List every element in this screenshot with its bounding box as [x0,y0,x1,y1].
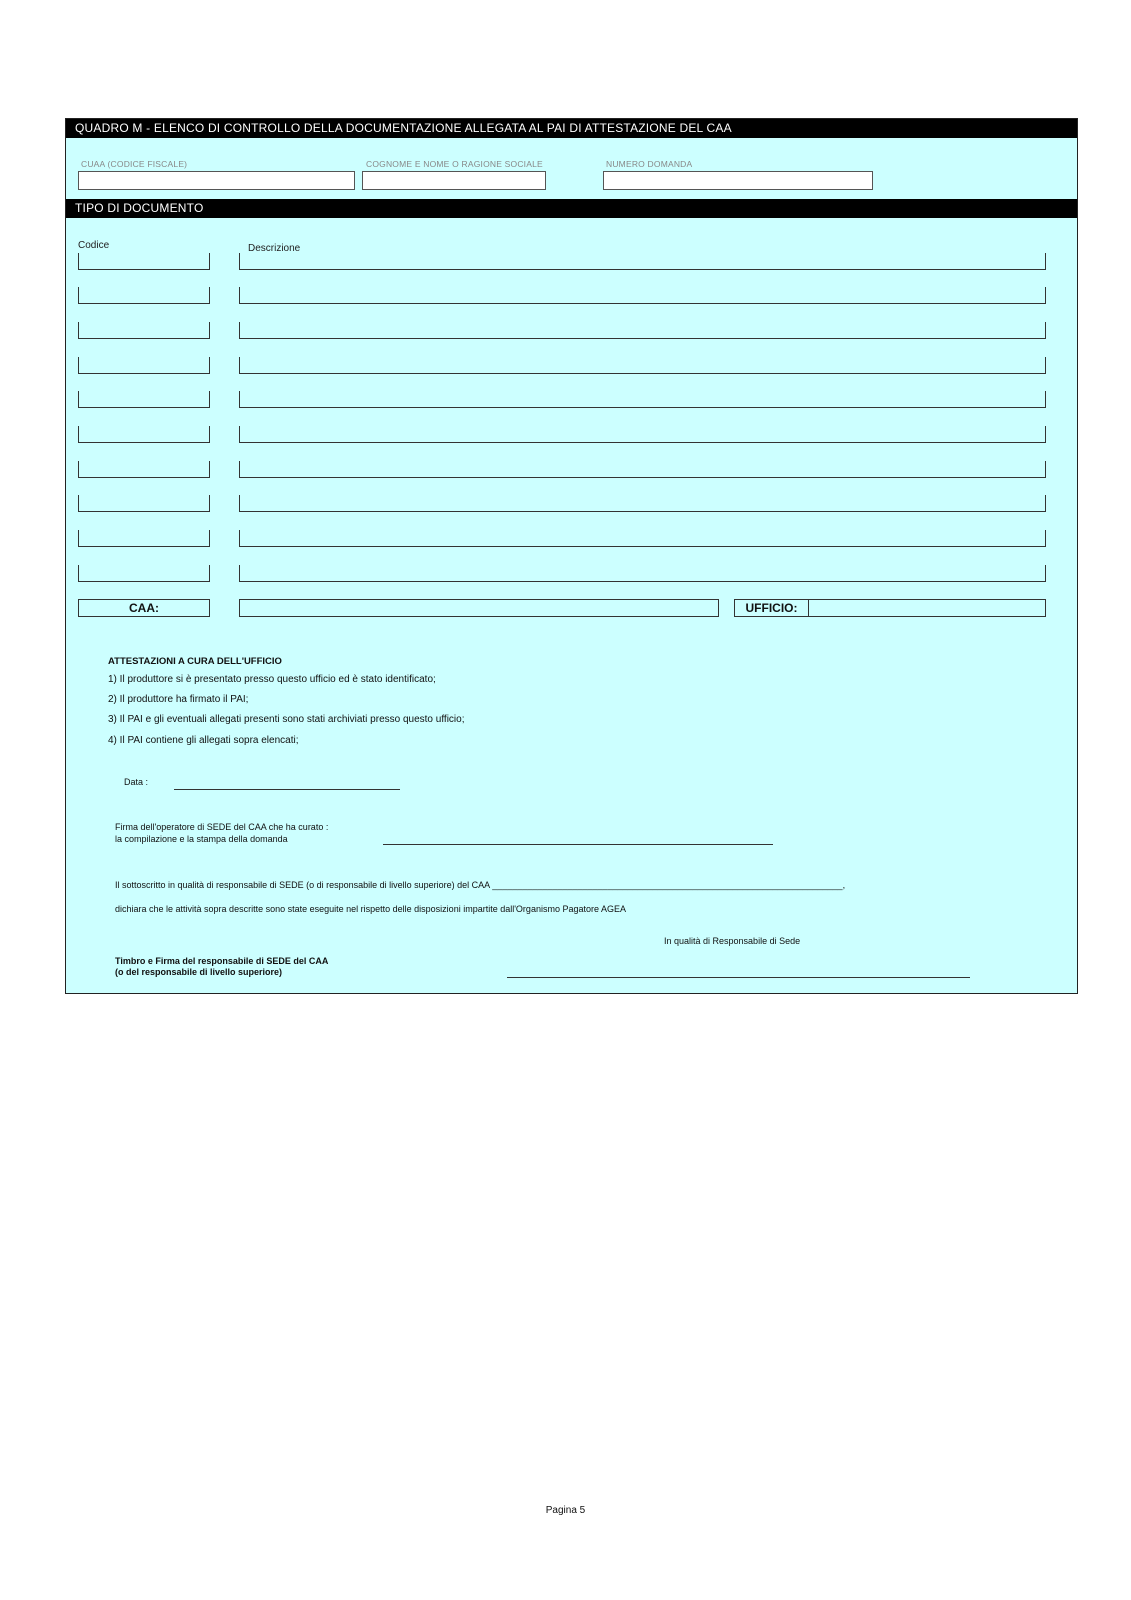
caa-label: CAA: [78,599,210,617]
tipo-documento-bar [66,199,1077,218]
firma-operatore-line2: la compilazione e la stampa della domanda [115,834,288,844]
qualita-text: In qualità di Responsabile di Sede [664,936,801,946]
codice-field-4[interactable] [78,357,210,374]
data-label: Data : [124,777,149,787]
codice-field-5[interactable] [78,391,210,408]
descrizione-field-8[interactable] [239,495,1046,512]
codice-field-3[interactable] [78,322,210,339]
codice-field-2[interactable] [78,287,210,304]
descrizione-field-7[interactable] [239,461,1046,478]
attestazione-item-2: 2) Il produttore ha firmato il PAI; [108,694,249,705]
timbro-line1: Timbro e Firma del responsabile di SEDE del CAA [115,956,329,966]
codice-field-8[interactable] [78,495,210,512]
attestazione-item-1: 1) Il produttore si è presentato presso questo ufficio ed è stato identificato; [108,674,436,685]
cuaa-label: CUAA (CODICE FISCALE) [81,159,188,169]
attestazione-item-3: 3) Il PAI e gli eventuali allegati presenti sono stati archiviati presso questo ufficio; [108,714,465,725]
firma-operatore-line1: Firma dell'operatore di SEDE del CAA che ha curato : [115,822,329,832]
numero-domanda-input[interactable] [603,171,873,190]
descrizione-field-9[interactable] [239,530,1046,547]
cognome-input[interactable] [362,171,546,190]
timbro-firma-line[interactable] [507,977,970,978]
section-title-bar [66,119,1077,138]
cuaa-input[interactable] [78,171,355,190]
descrizione-field-2[interactable] [239,287,1046,304]
numero-domanda-label: NUMERO DOMANDA [606,159,693,169]
descrizione-field-5[interactable] [239,391,1046,408]
attestazioni-title: ATTESTAZIONI A CURA DELL'UFFICIO [108,656,282,667]
ufficio-label: UFFICIO: [734,599,809,617]
descrizione-label: Descrizione [248,243,301,254]
firma-operatore-line[interactable] [383,844,773,845]
descrizione-field-6[interactable] [239,426,1046,443]
data-line[interactable] [174,789,400,790]
codice-field-1[interactable] [78,253,210,270]
codice-field-6[interactable] [78,426,210,443]
caa-input[interactable] [239,599,719,617]
codice-field-10[interactable] [78,565,210,582]
sottoscritto-text: Il sottoscritto in qualità di responsabile di SEDE (o di responsabile di livello superiore) del CAA ______________________________________________________________________, [115,880,846,890]
descrizione-field-3[interactable] [239,322,1046,339]
codice-field-9[interactable] [78,530,210,547]
page-number: Pagina 5 [545,1505,586,1516]
quadro-m-panel [65,118,1078,994]
codice-field-7[interactable] [78,461,210,478]
section-title: QUADRO M - ELENCO DI CONTROLLO DELLA DOCUMENTAZIONE ALLEGATA AL PAI DI ATTESTAZIONE DEL CAA [75,121,732,135]
cognome-label: COGNOME E NOME O RAGIONE SOCIALE [366,159,543,169]
attestazione-item-4: 4) Il PAI contiene gli allegati sopra elencati; [108,735,299,746]
codice-label: Codice [78,240,110,251]
descrizione-field-10[interactable] [239,565,1046,582]
timbro-line2: (o del responsabile di livello superiore) [115,967,283,977]
ufficio-input[interactable] [808,599,1046,617]
tipo-documento-title: TIPO DI DOCUMENTO [75,201,204,215]
descrizione-field-1[interactable] [239,253,1046,270]
dichiara-text: dichiara che le attività sopra descritte sono state eseguite nel rispetto delle disposizioni impartite dall'Organismo Pagatore AGEA [115,904,626,914]
descrizione-field-4[interactable] [239,357,1046,374]
